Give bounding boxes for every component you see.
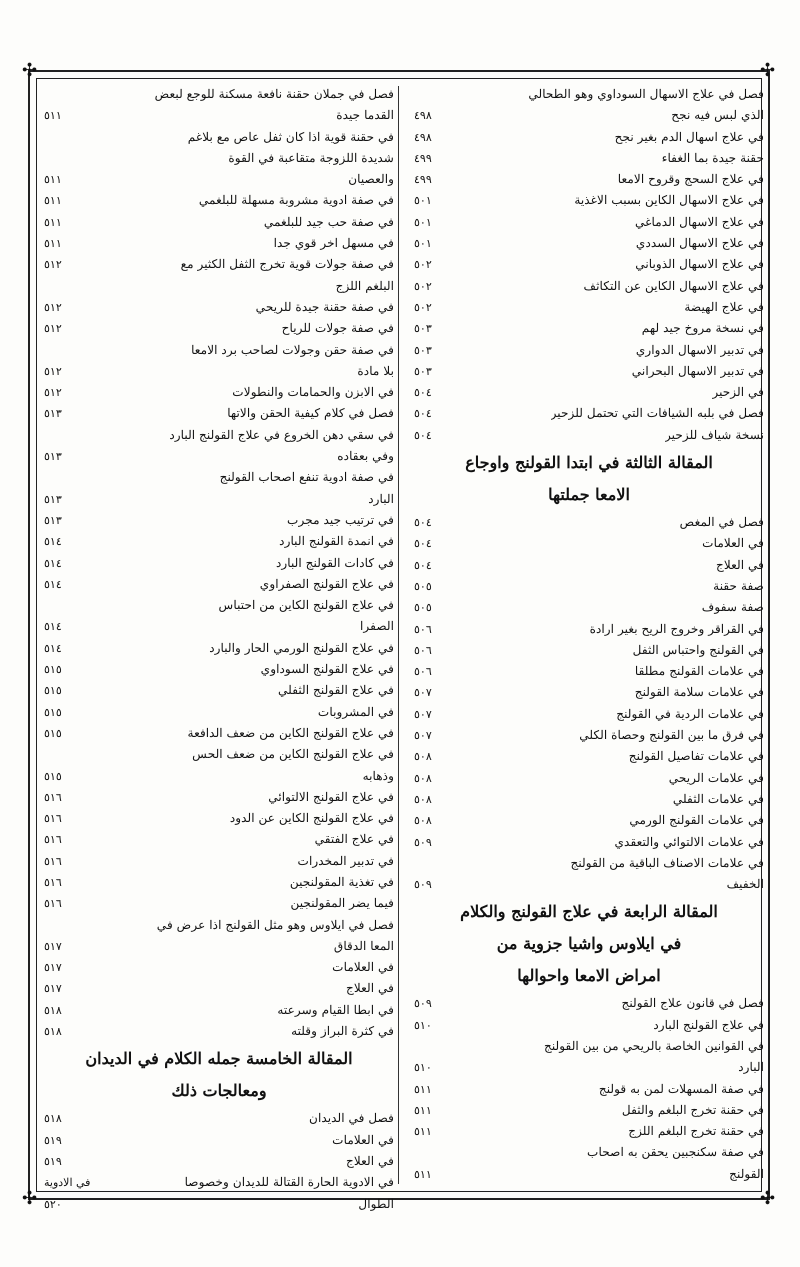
toc-entry-title: في صفة جولات للرياح (281, 321, 394, 336)
toc-entry-title: في علامات الريحي (668, 770, 764, 785)
toc-entry-title: في الابزن والحمامات والنطولات (232, 385, 394, 400)
toc-entry (414, 425, 764, 446)
toc-entry (44, 936, 394, 957)
toc-entry (44, 276, 394, 297)
toc-entry-title: نسخة شياف للزحير (664, 427, 764, 442)
toc-entry-title: في علاج القولنج الالتوائي (268, 789, 394, 804)
toc-entry-title: فصل في قانون علاج القولنج (621, 996, 764, 1011)
toc-page-number: ٥٠٤ (414, 386, 432, 400)
toc-entry-title: في علاج القولنج الكاين من احتباس (218, 598, 394, 613)
toc-entry-title: في علاج القولنج الثفلي (278, 683, 394, 698)
toc-entry-title: في العلامات (332, 1132, 394, 1147)
toc-page-number: ٥٠٩ (414, 835, 432, 849)
toc-entry (44, 1000, 394, 1021)
toc-entry-title: في علامات الردية في القولنج (616, 706, 764, 721)
corner-ornament-icon: ✣ (760, 60, 776, 81)
toc-entry (44, 403, 394, 424)
toc-entry (414, 276, 764, 297)
toc-entry (414, 212, 764, 233)
toc-page-number: ٥١٣ (44, 450, 62, 464)
toc-entry (44, 978, 394, 999)
toc-page-number: ٥١١ (44, 173, 62, 187)
section-heading: امراض الامعا واحوالها (517, 966, 661, 986)
toc-page-number: ٥١٢ (44, 322, 62, 336)
toc-page-number: ٥٠٤ (414, 428, 432, 442)
toc-entry-title: في نسخة مروخ جيد لهم (641, 321, 764, 336)
toc-page-number: ٤٩٩ (414, 151, 432, 165)
toc-entry (44, 744, 394, 765)
toc-entry-title: في علامات سلامة القولنج (634, 685, 764, 700)
toc-entry-title: في انمدة القولنج البارد (279, 534, 394, 549)
toc-page-number: ٥١٤ (44, 620, 62, 634)
toc-page-number: ٥١٦ (44, 812, 62, 826)
toc-entry (44, 148, 394, 169)
section-heading: في ايلاوس واشيا جزوية من (496, 934, 682, 954)
toc-entry (414, 874, 764, 895)
toc-entry (414, 597, 764, 618)
toc-entry (414, 382, 764, 403)
toc-page-number: ٥١٥ (44, 726, 62, 740)
toc-page-number: ٥١٠ (414, 1018, 432, 1032)
toc-entry-title: في الادوية الحارة القتالة للديدان وخصوصا (184, 1175, 394, 1190)
toc-entry-title: في علاج الاسهال الدماغي (634, 214, 764, 229)
toc-page-number: ٥١٦ (44, 897, 62, 911)
toc-entry-title: في العلامات (332, 960, 394, 975)
toc-page-number: ٥١١ (44, 194, 62, 208)
toc-page-number: ٥١١ (414, 1125, 432, 1139)
toc-page-number: ٥١٩ (44, 1133, 62, 1147)
toc-entry (414, 704, 764, 725)
toc-page-number: ٥١٤ (44, 535, 62, 549)
toc-entry (44, 425, 394, 446)
toc-entry-title: القدما جيدة (336, 108, 394, 123)
toc-page-number: ٥١١ (44, 237, 62, 251)
toc-entry-title: البارد (368, 491, 394, 506)
toc-entry-title: في المشروبات (317, 704, 394, 719)
toc-page-number: ٥١٥ (44, 769, 62, 783)
toc-entry (44, 340, 394, 361)
toc-entry (44, 829, 394, 850)
toc-entry-title: في علامات تفاصيل القولنج (628, 749, 764, 764)
toc-page-number: ٥٠٨ (414, 792, 432, 806)
toc-page-number: ٤٩٨ (414, 130, 432, 144)
toc-page-number: ٥١٢ (44, 300, 62, 314)
toc-page-number: ٥٠٧ (414, 686, 432, 700)
toc-entry (414, 403, 764, 424)
toc-page-number: ٥١٨ (44, 1003, 62, 1017)
toc-entry-title: البلغم اللزج (335, 278, 394, 293)
toc-entry (414, 361, 764, 382)
toc-entry-title: في علاج الاسهال الكاين بسبب الاغذية (574, 193, 764, 208)
toc-entry-title: صفة سفوف (701, 600, 764, 615)
toc-entry-title: في علامات القولنج مطلقا (634, 664, 764, 679)
toc-entry (44, 915, 394, 936)
toc-entry (44, 297, 394, 318)
toc-entry-title: صفة حقنة (713, 578, 764, 593)
toc-page-number: ٥١٢ (44, 386, 62, 400)
toc-entry-title: في علامات الالتوائي والتعقدي (614, 834, 764, 849)
toc-entry (44, 638, 394, 659)
toc-entry-title: في صفة جولات قوية تخرج الثفل الكثير مع (180, 257, 394, 272)
toc-entry-title: في ابطا القيام وسرعته (277, 1002, 394, 1017)
toc-entry (414, 84, 764, 105)
toc-page-number: ٥٠٦ (414, 622, 432, 636)
toc-entry-title: في علامات الاصناف الباقية من القولنج (570, 855, 764, 870)
toc-entry (414, 105, 764, 126)
toc-page-number: ٥١٦ (44, 875, 62, 889)
toc-entry (44, 957, 394, 978)
corner-ornament-icon: ✣ (760, 1188, 776, 1209)
toc-entry-title: في العلاج (346, 1153, 394, 1168)
toc-entry (414, 127, 764, 148)
toc-entry (414, 810, 764, 831)
toc-entry-title: حقنة جيدة بما الغفاء (661, 150, 764, 165)
toc-entry-title: في علاج الاسهال الذوباني (635, 257, 764, 272)
toc-entry (44, 510, 394, 531)
toc-entry-title: في ترتيب جيد مجرب (287, 512, 394, 527)
toc-entry-title: في تغذية المقولنجين (289, 874, 394, 889)
toc-entry (44, 872, 394, 893)
toc-entry (414, 640, 764, 661)
toc-page-number: ٥٠١ (414, 194, 432, 208)
toc-page-number: ٥١٦ (44, 833, 62, 847)
toc-page-number: ٥٠٨ (414, 814, 432, 828)
toc-page-number: ٥١٠ (414, 1061, 432, 1075)
toc-entry-title: الصفرا (360, 619, 394, 634)
toc-entry-title: فصل في علاج الاسهال السوداوي وهو الطحالي (528, 87, 764, 101)
toc-entry (44, 893, 394, 914)
toc-entry (414, 1121, 764, 1142)
toc-entry (44, 382, 394, 403)
toc-page-number: ٥١٢ (44, 364, 62, 378)
toc-entry (44, 723, 394, 744)
section-heading: المقالة الرابعة في علاج القولنج والكلام (460, 902, 718, 922)
toc-entry (414, 148, 764, 169)
toc-entry (44, 361, 394, 382)
toc-page-number: ٥١١ (414, 1082, 432, 1096)
toc-entry (414, 233, 764, 254)
toc-entry (414, 340, 764, 361)
toc-entry (414, 190, 764, 211)
toc-entry (44, 190, 394, 211)
toc-entry-title: فصل في جملان حقنة نافعة مسكنة للوجع لبعض (154, 87, 394, 101)
toc-entry (414, 832, 764, 853)
toc-page-number: ٥٠٢ (414, 258, 432, 272)
toc-entry (44, 616, 394, 637)
toc-entry-title: في علاج القولنج الصفراوي (259, 576, 394, 591)
toc-entry (44, 531, 394, 552)
toc-entry (414, 254, 764, 275)
toc-entry-title: في القراقر وخروج الريح بغير ارادة (589, 621, 764, 636)
toc-entry-title: في علاج السحج وقروح الامعا (617, 172, 764, 187)
toc-entry-title: في صفة سكنجبين يحقن به اصحاب (587, 1145, 764, 1160)
toc-entry-title: فصل في المغص (679, 515, 764, 530)
toc-page-number: ٥٠٢ (414, 279, 432, 293)
toc-page-number: ٤٩٩ (414, 173, 432, 187)
toc-entry-title: في صفة حقن وجولات لصاحب برد الامعا (191, 342, 394, 357)
toc-entry-title: فصل في ايلاوس وهو مثل القولنج اذا عرض في (156, 917, 394, 932)
toc-page-number: ٥١٧ (44, 961, 62, 975)
toc-page-number: ٥١١ (414, 1103, 432, 1117)
toc-entry-title: بلا مادة (357, 363, 394, 378)
column-divider (398, 86, 399, 1184)
section-heading: ومعالجات ذلك (171, 1081, 267, 1101)
toc-entry (414, 789, 764, 810)
toc-entry (414, 993, 764, 1014)
toc-entry (44, 467, 394, 488)
toc-entry-title: في علاج الفتقي (314, 832, 394, 847)
toc-entry-title: في القوانين الخاصة بالريحي من بين القولنج (543, 1038, 764, 1053)
toc-entry-title: فصل في بلبه الشيافات التي تحتمل للزحير (550, 406, 764, 421)
toc-entry-title: الذي لبس فيه نجح (671, 108, 764, 123)
toc-page-number: ٥١٤ (44, 641, 62, 655)
toc-page-number: ٥١٥ (44, 705, 62, 719)
toc-entry (414, 1142, 764, 1163)
corner-ornament-icon: ✣ (22, 1188, 38, 1209)
toc-page-number: ٥٠٥ (414, 579, 432, 593)
toc-entry-title: في كادات القولنج البارد (275, 555, 394, 570)
toc-entry (44, 233, 394, 254)
toc-entry-title: في علاج القولنج السوداوي (260, 662, 394, 677)
toc-entry-title: في القولنج واحتباس الثفل (632, 642, 764, 657)
toc-page-number: ٥٠٣ (414, 343, 432, 357)
toc-entry-title: في صفة المسهلات لمن به قولنج (598, 1081, 764, 1096)
toc-page-number: ٥٢٠ (44, 1197, 62, 1211)
toc-entry-title: المعا الدقاق (333, 938, 394, 953)
toc-entry-title: في العلاج (346, 981, 394, 996)
toc-entry-title: شديدة اللزوجة متقاعبة في القوة (228, 150, 394, 165)
page-footer: في الادوية (44, 1176, 91, 1189)
toc-entry-title: الخفيف (726, 877, 764, 892)
toc-entry (44, 212, 394, 233)
toc-page-number: ٥٠٦ (414, 643, 432, 657)
toc-entry-title: في علاج القولنج الورمي الحار والبارد (209, 640, 394, 655)
toc-page-number: ٥٠٤ (414, 516, 432, 530)
toc-entry-title: في حقنة تخرج البلغم اللزج (628, 1124, 764, 1139)
toc-entry (414, 1057, 764, 1078)
toc-entry (414, 853, 764, 874)
toc-entry (414, 512, 764, 533)
toc-page-number: ٥١٩ (44, 1154, 62, 1168)
toc-entry (414, 555, 764, 576)
toc-page-number: ٥٠٧ (414, 707, 432, 721)
toc-entry-title: في تدبير الاسهال الدواري (635, 342, 764, 357)
toc-entry-title: وفي بعقاده (337, 449, 394, 464)
toc-entry (414, 1036, 764, 1057)
toc-page-number: ٥١٦ (44, 790, 62, 804)
toc-entry-title: في حقنة تخرج البلغم والثفل (621, 1102, 764, 1117)
toc-entry-title: في صفة حقنة جيدة للريحي (255, 299, 394, 314)
toc-entry-title: في علاج القولنج البارد (653, 1017, 764, 1032)
toc-entry (44, 1194, 394, 1215)
toc-entry-title: البارد (738, 1060, 764, 1075)
toc-entry (414, 169, 764, 190)
toc-page-number: ٥٠٨ (414, 771, 432, 785)
toc-entry (44, 318, 394, 339)
toc-entry-title: في علاج الهيضة (684, 299, 764, 314)
toc-entry-title: في تدبير الاسهال البحراني (631, 363, 764, 378)
toc-entry-title: القولنج (729, 1166, 764, 1181)
right-column (414, 84, 764, 1185)
toc-entry-title: في الزحير (712, 385, 764, 400)
toc-entry-title: الطوال (358, 1196, 394, 1211)
toc-entry (44, 1172, 394, 1193)
toc-entry-title: والعصيان (348, 172, 394, 187)
toc-page-number: ٥٠١ (414, 237, 432, 251)
toc-entry-title: في علامات القولنج الورمي (629, 813, 764, 828)
toc-entry (44, 1130, 394, 1151)
toc-page-number: ٥١٢ (44, 258, 62, 272)
toc-entry (414, 1079, 764, 1100)
toc-page-number: ٥٠٩ (414, 878, 432, 892)
toc-entry (44, 169, 394, 190)
toc-entry (414, 1100, 764, 1121)
toc-entry-title: في صفة ادوية مشروبة مسهلة للبلغمي (198, 193, 394, 208)
toc-entry (44, 1151, 394, 1172)
toc-page-number: ٥٠٨ (414, 750, 432, 764)
toc-entry (44, 851, 394, 872)
toc-page-number: ٥٠٧ (414, 729, 432, 743)
toc-entry (44, 1021, 394, 1042)
toc-entry (414, 768, 764, 789)
toc-entry-title: وذهابه (362, 768, 394, 783)
toc-page-number: ٥٠٤ (414, 558, 432, 572)
toc-page-number: ٥١٣ (44, 492, 62, 506)
toc-entry (44, 680, 394, 701)
toc-page-number: ٥١١ (44, 109, 62, 123)
toc-entry (414, 318, 764, 339)
toc-page-number: ٤٩٨ (414, 109, 432, 123)
toc-entry (44, 446, 394, 467)
toc-entry (44, 766, 394, 787)
toc-entry-title: في فرق ما بين القولنج وحصاة الكلي (579, 728, 764, 743)
toc-page-number: ٥١٤ (44, 556, 62, 570)
toc-entry (414, 533, 764, 554)
toc-entry-title: في صفة حب جيد للبلغمي (263, 214, 394, 229)
toc-entry-title: فصل في كلام كيفية الحقن والاتها (227, 406, 394, 421)
toc-entry-title: في العلامات (702, 536, 764, 551)
toc-entry-title: فيما يضر المقولنجين (290, 896, 394, 911)
corner-ornament-icon: ✣ (22, 60, 38, 81)
toc-entry (44, 787, 394, 808)
left-column (44, 84, 394, 1215)
toc-entry (414, 661, 764, 682)
toc-entry (414, 682, 764, 703)
section-heading: الامعا جملتها (548, 485, 630, 505)
toc-page-number: ٥١١ (44, 215, 62, 229)
toc-entry (414, 725, 764, 746)
toc-entry-title: في علاج القولنج الكاين عن الدود (229, 811, 394, 826)
toc-entry-title: في صفة ادوية تنفع اصحاب القولنج (219, 470, 394, 485)
toc-page-number: ٥١٣ (44, 513, 62, 527)
toc-entry-title: في علاج اسهال الدم بغير نجح (614, 129, 764, 144)
toc-entry (414, 297, 764, 318)
toc-page-number: ٥٠٦ (414, 665, 432, 679)
toc-entry (44, 105, 394, 126)
toc-page-number: ٥١٤ (44, 577, 62, 591)
toc-entry (44, 595, 394, 616)
toc-page-number: ٥٠٤ (414, 537, 432, 551)
toc-page-number: ٥١٧ (44, 939, 62, 953)
toc-page-number: ٥١٧ (44, 982, 62, 996)
toc-entry (44, 659, 394, 680)
toc-entry-title: في سقي دهن الخروع في علاج القولنج البارد (169, 427, 394, 442)
toc-entry (44, 574, 394, 595)
toc-entry (44, 84, 394, 105)
toc-entry-title: في كثرة البراز وقلته (291, 1024, 394, 1039)
toc-entry (44, 808, 394, 829)
toc-entry-title: في تدبير المخدرات (297, 853, 394, 868)
section-heading: المقالة الخامسة جمله الكلام في الديدان (85, 1049, 353, 1069)
toc-entry (44, 553, 394, 574)
toc-entry (44, 254, 394, 275)
toc-page-number: ٥٠٤ (414, 407, 432, 421)
toc-page-number: ٥١٥ (44, 684, 62, 698)
toc-page-number: ٥٠٩ (414, 997, 432, 1011)
toc-entry-title: في مسهل اخر قوي جدا (273, 236, 394, 251)
toc-page-number: ٥١٦ (44, 854, 62, 868)
toc-entry-title: في علاج الاسهال الكاين عن التكاثف (583, 278, 764, 293)
toc-entry-title: في علاج القولنج الكاين من ضعف الحس (192, 747, 394, 762)
toc-entry-title: في علامات الثفلي (672, 791, 764, 806)
toc-entry (414, 1164, 764, 1185)
toc-page-number: ٥٠٣ (414, 364, 432, 378)
toc-entry (414, 619, 764, 640)
toc-entry-title: في علاج الاسهال السددي (635, 236, 764, 251)
toc-entry (414, 576, 764, 597)
toc-page-number: ٥١٨ (44, 1025, 62, 1039)
toc-page-number: ٥١٨ (44, 1112, 62, 1126)
toc-entry (44, 702, 394, 723)
toc-page-number: ٥١٣ (44, 407, 62, 421)
toc-entry (44, 1108, 394, 1129)
toc-page-number: ٥٠٥ (414, 601, 432, 615)
toc-entry-title: فصل في الديدان (309, 1111, 394, 1126)
toc-entry (414, 746, 764, 767)
toc-entry (414, 1015, 764, 1036)
toc-entry-title: في علاج القولنج الكاين من ضعف الدافعة (187, 725, 394, 740)
section-heading: المقالة الثالثة في ابتدا القولنج واوجاع (465, 453, 713, 473)
toc-page-number: ٥٠٢ (414, 300, 432, 314)
toc-page-number: ٥٠٣ (414, 322, 432, 336)
toc-entry (44, 489, 394, 510)
toc-page-number: ٥١١ (414, 1167, 432, 1181)
toc-page-number: ٥١٥ (44, 663, 62, 677)
toc-page-number: ٥٠١ (414, 215, 432, 229)
toc-entry-title: في حقنة قوية اذا كان ثفل عاص مع بلاغم (187, 129, 394, 144)
toc-entry-title: في العلاج (716, 557, 764, 572)
toc-entry (44, 127, 394, 148)
